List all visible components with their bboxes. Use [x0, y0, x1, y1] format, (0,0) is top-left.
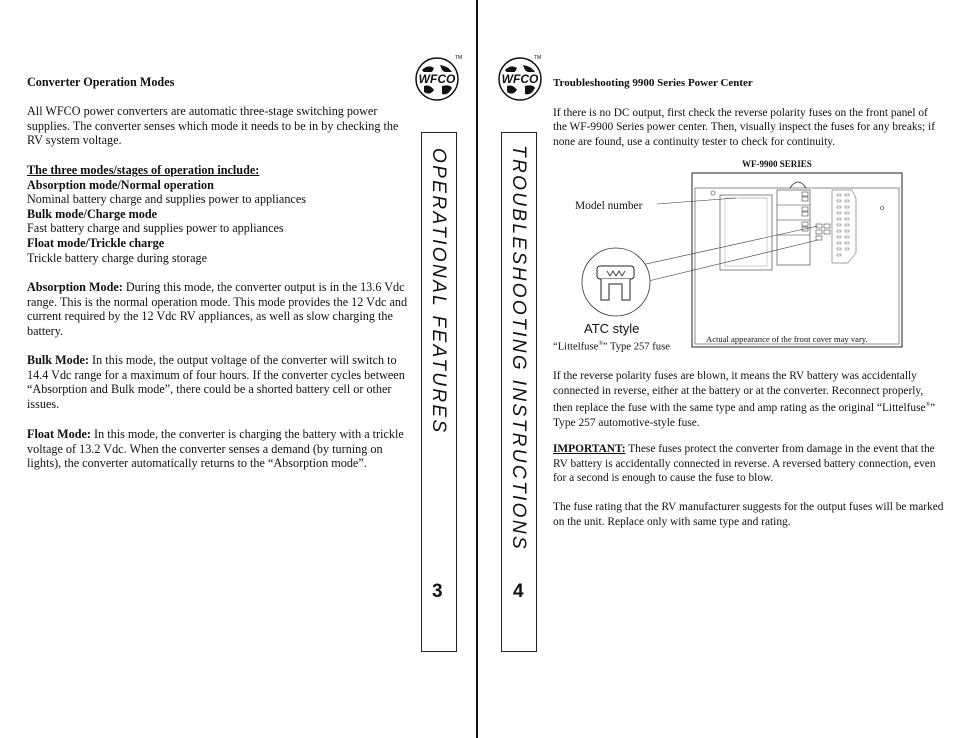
para2-b: ” Type 257 automotive-style fuse. [553, 401, 936, 429]
important-paragraph [553, 442, 945, 486]
atc-style-label: ATC style [584, 321, 640, 336]
bulk-paragraph [27, 353, 409, 411]
absorption-paragraph [27, 280, 409, 338]
mode1-desc: Nominal battery charge and supplies power to appliances [27, 192, 306, 207]
logo-text-right: WFCO [501, 72, 539, 86]
left-side-title: OPERATIONAL FEATURES [428, 148, 449, 435]
tm-mark-left: TM [455, 55, 463, 61]
right-intro: If there is no DC output, first check the reverse polarity fuses on the front panel of the WF-9900 Series power center. Then, visually inspect the fuses for any breaks; if none are found, use a continuity tester to check for continuity. [553, 107, 936, 148]
mode2-title: Bulk mode/Charge mode [27, 206, 158, 221]
model-number-label: Model number [575, 200, 643, 212]
fuse-caption [553, 337, 670, 355]
reverse-polarity-paragraph [553, 369, 945, 430]
right-heading: Troubleshooting 9900 Series Power Center [553, 77, 753, 89]
cover-note: Actual appearance of the front cover may vary. [706, 334, 868, 344]
left-page-number: 3 [432, 581, 443, 602]
absorption-label: Absorption Mode: [27, 280, 123, 294]
fuse-caption-sup: ® [598, 341, 603, 347]
modes-heading: The three modes/stages of operation include: [27, 163, 260, 177]
left-heading: Converter Operation Modes [27, 75, 175, 89]
float-paragraph [27, 427, 409, 471]
important-text: These fuses protect the converter from damage in the event that the RV battery is accidentally connected in reverse. A reversed battery connection, even for a second is enough to cause the fuse to blow. [553, 443, 936, 485]
wfco-logo-left [414, 55, 463, 102]
center-fold-line [476, 0, 478, 738]
mode3-desc: Trickle battery charge during storage [27, 250, 208, 265]
mode2-desc: Fast battery charge and supplies power to appliances [27, 221, 284, 236]
absorption-text: During this mode, the converter output is in the 13.6 Vdc range. This is the normal operation mode. This mode provides the 12 Vdc and current required by the 12 Vdc RV appliances, as well as slow charging the battery. [27, 280, 408, 338]
right-page-number: 4 [513, 581, 524, 602]
figure-title: WF-9900 SERIES [742, 159, 812, 169]
bulk-label: Bulk Mode: [27, 353, 89, 367]
mode1-title: Absorption mode/Normal operation [27, 177, 214, 192]
modes-list [27, 163, 407, 265]
fuse-caption-a: “Littelfuse [553, 341, 599, 353]
important-label: IMPORTANT: [553, 443, 626, 455]
right-side-title: TROUBLESHOOTING INSTRUCTIONS [508, 145, 529, 552]
para2-a: If the reverse polarity fuses are blown, it means the RV battery was accidentally connected in reverse, either at the battery or at the converter. Reconnect properly, then replace the fuse with the same type and amp rating as the original “Littelfuse [553, 370, 926, 414]
para2-sup: ® [925, 402, 931, 409]
fuse-rating-paragraph: The fuse rating that the RV manufacturer suggests for the output fuses will be marked on the unit. Replace only with same type and rating. [553, 501, 944, 528]
tm-mark-right: TM [534, 55, 542, 61]
fuse-caption-b: ” Type 257 fuse [602, 341, 670, 353]
bulk-text: In this mode, the output voltage of the converter will switch to 14.4 Vdc range for a maximum of four hours. If the converter cycles between “Absorption and Bulk mode”, there could be a shorted battery cell or other issues. [27, 353, 405, 411]
wfco-logo-right [497, 56, 543, 102]
left-intro: All WFCO power converters are automatic three-stage switching power supplies. The converter senses which mode it needs to be in by checking the RV system voltage. [27, 104, 399, 148]
logo-text-left: WFCO [418, 72, 456, 86]
mode3-title: Float mode/Trickle charge [27, 235, 165, 250]
float-text: In this mode, the converter is charging the battery with a trickle voltage of 13.2 Vdc. When the converter senses a demand (by turning on lights), the converter automatically returns to the “Absorption mode”. [27, 427, 404, 471]
float-label: Float Mode: [27, 427, 91, 441]
